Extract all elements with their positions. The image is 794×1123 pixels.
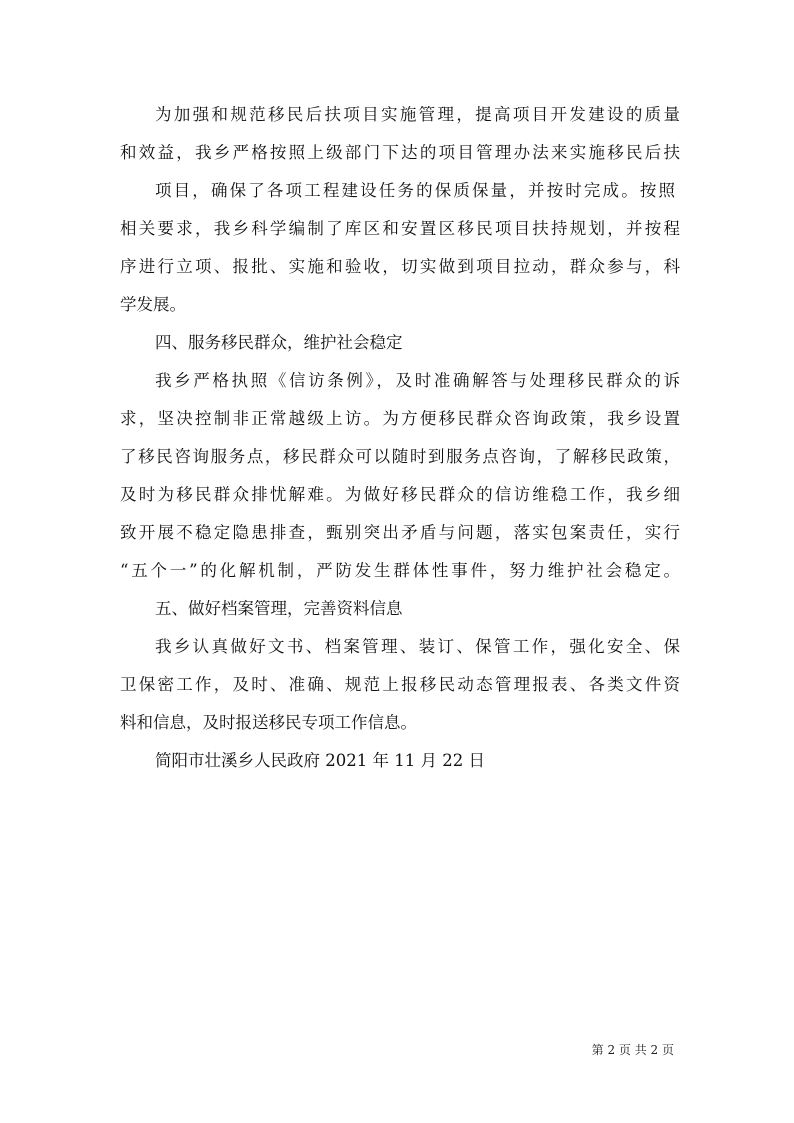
paragraph-line: 和效益，我乡严格按照上级部门下达的项目管理办法来实施移民后扶 [120, 143, 680, 162]
paragraph-line: 料和信息，及时报送移民专项工作信息。 [120, 713, 417, 732]
paragraph-line: 项目，确保了各项工程建设任务的保质保量，并按时完成。按照 [155, 181, 675, 200]
signature-date-line: 简阳市壮溪乡人民政府 2021 年 11 月 22 日 [155, 751, 485, 770]
paragraph-line: 学发展。 [120, 295, 186, 314]
paragraph-line: 我乡认真做好文书、档案管理、装订、保管工作，强化安全、保 [155, 637, 680, 656]
paragraph-line: “五个一”的化解机制，严防发生群体性事件，努力维护社会稳定。 [120, 561, 680, 580]
paragraph-line: 我乡严格执照《信访条例》，及时准确解答与处理移民群众的诉 [155, 371, 680, 390]
section-heading: 四、服务移民群众，维护社会稳定 [155, 333, 403, 352]
page-number-footer: 第 2 页 共 2 页 [591, 1043, 674, 1057]
paragraph-line: 为加强和规范移民后扶项目实施管理，提高项目开发建设的质量 [155, 105, 680, 124]
paragraph-line: 序进行立项、报批、实施和验收，切实做到项目拉动，群众参与，科 [120, 257, 680, 276]
paragraph-line: 求，坚决控制非正常越级上访。为方便移民群众咨询政策，我乡设置 [120, 409, 680, 428]
paragraph-line: 相关要求，我乡科学编制了库区和安置区移民项目扶持规划，并按程 [120, 219, 680, 238]
paragraph-line: 及时为移民群众排忧解难。为做好移民群众的信访维稳工作，我乡细 [120, 485, 680, 504]
paragraph-line: 了移民咨询服务点，移民群众可以随时到服务点咨询，了解移民政策， [120, 447, 680, 466]
paragraph-line: 卫保密工作，及时、准确、规范上报移民动态管理报表、各类文件资 [120, 675, 680, 694]
paragraph-line: 致开展不稳定隐患排查，甄别突出矛盾与问题，落实包案责任，实行 [120, 523, 680, 542]
section-heading: 五、做好档案管理，完善资料信息 [155, 599, 403, 618]
